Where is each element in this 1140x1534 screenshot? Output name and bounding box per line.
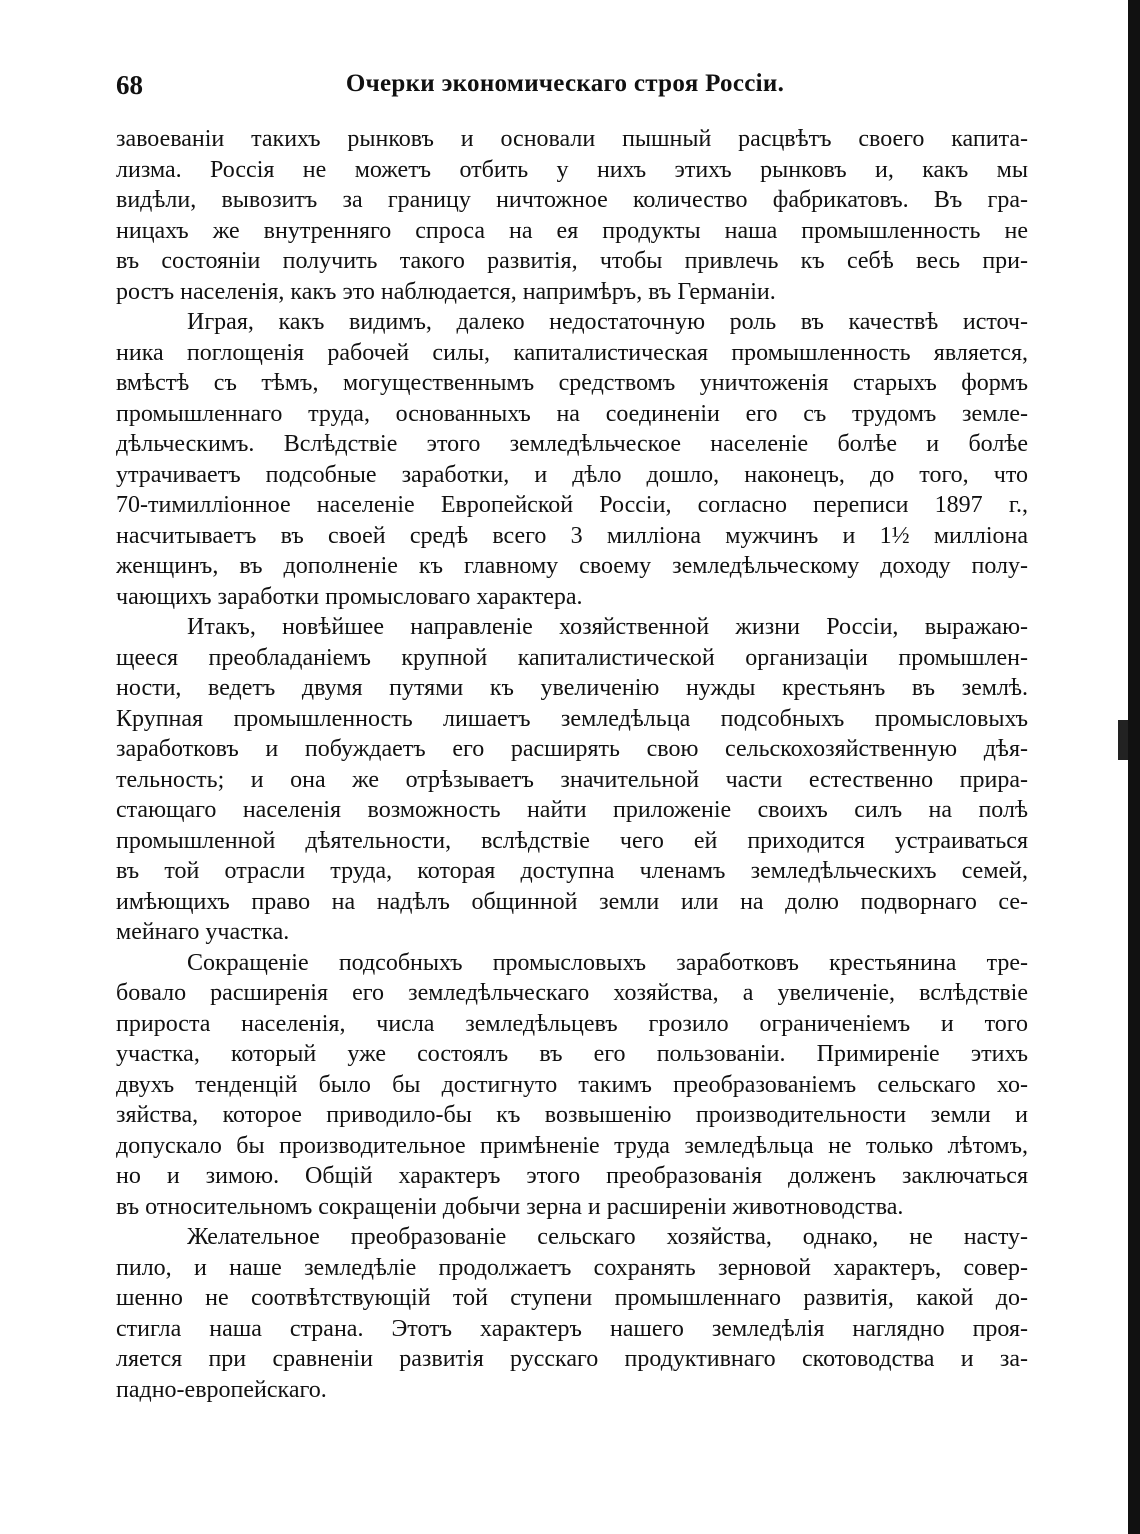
text-line: Сокращеніе подсобныхъ промысловыхъ заработковъ крестьянина тре- [187,949,1028,976]
text-line: бовало расширенія его земледѣльческаго хозяйства, а увеличеніе, вслѣдствіе [116,980,1028,1006]
scan-edge-mark [1118,720,1128,760]
text-line: чающихъ заработки промысловаго характера. [116,583,583,610]
text-line: вмѣстѣ съ тѣмъ, могущественнымъ средствомъ уничтоженія старыхъ формъ [116,370,1028,396]
text-line: заработковъ и побуждаетъ его расширять свою сельскохозяйственную дѣя- [116,736,1028,762]
text-line: видѣли, вывозитъ за границу ничтожное количество фабрикатовъ. Въ гра- [116,187,1028,213]
text-line: двухъ тенденцій было бы достигнуто такимъ преобразованіемъ сельскаго хо- [116,1071,1028,1098]
text-line: прироста населенія, числа земледѣльцевъ грозило ограниченіемъ и того [116,1010,1028,1037]
text-line: насчитываетъ въ своей средѣ всего 3 милліона мужчинъ и 1½ милліона [116,522,1028,549]
text-line: въ состояніи получить такого развитія, чтобы привлечь къ себѣ весь при- [116,248,1028,274]
text-line: шенно не соотвѣтствующій той ступени промышленнаго развитія, какой до- [116,1285,1028,1311]
text-line: утрачиваетъ подсобные заработки, и дѣло дошло, наконецъ, до того, что [116,461,1028,488]
text-line: Крупная промышленность лишаетъ земледѣльца подсобныхъ промысловыхъ [116,705,1028,732]
scan-edge [1128,0,1140,1534]
text-line: но и зимою. Общій характеръ этого преобразованія долженъ заключаться [116,1163,1028,1189]
text-line: участка, который уже состоялъ въ его пользованіи. Примиреніе этихъ [116,1041,1028,1067]
text-line: ростъ населенія, какъ это наблюдается, напримѣръ, въ Германіи. [116,278,776,305]
text-line: падно-европейскаго. [116,1376,327,1403]
text-line: ника поглощенія рабочей силы, капиталистическая промышленность является, [116,339,1028,366]
text-line: ности, ведетъ двумя путями къ увеличенію нужды крестьянъ въ землѣ. [116,675,1028,701]
paragraph [116,948,1028,1223]
text-line: щееся преобладаніемъ крупной капиталистической организаціи промышлен- [116,644,1028,671]
text-line: Итакъ, новѣйшее направленіе хозяйственной жизни Россіи, выражаю- [187,614,1028,640]
page-number: 68 [116,70,143,100]
text-line: ницахъ же внутренняго спроса на ея продукты наша промышленность не [116,217,1028,244]
text-line: стающаго населенія возможность найти приложеніе своихъ силъ на полѣ [116,797,1028,823]
text-line: Желательное преобразованіе сельскаго хозяйства, однако, не насту- [187,1224,1028,1250]
paragraph [116,1222,1028,1405]
paragraph [116,612,1028,948]
text-line: завоеваніи такихъ рынковъ и основали пышный расцвѣтъ своего капита- [116,126,1028,152]
paragraph [116,307,1028,612]
text-line: Играя, какъ видимъ, далеко недостаточную роль въ качествѣ источ- [187,309,1028,335]
text-line: мейнаго участка. [116,919,290,945]
paragraph [116,124,1028,307]
running-title: Очерки экономическаго строя Россіи. [345,70,785,97]
text-line: ляется при сравненіи развитія русскаго продуктивнаго скотоводства и за- [116,1346,1028,1372]
text-line: лизма. Россія не можетъ отбить у нихъ этихъ рынковъ и, какъ мы [116,156,1028,183]
body-text [116,124,1028,1405]
text-line: тельность; и она же отрѣзываетъ значительной части естественно прира- [116,766,1028,793]
text-line: 70-тимилліонное населеніе Европейской Россіи, согласно переписи 1897 г., [116,492,1028,518]
text-line: стигла наша страна. Этотъ характеръ нашего земледѣлія наглядно проя- [116,1315,1028,1342]
text-line: зяйства, которое приводило-бы къ возвышенію производительности земли и [116,1102,1028,1128]
text-line: женщинъ, въ дополненіе къ главному своему земледѣльческому доходу полу- [116,553,1028,579]
text-line: промышленнаго труда, основанныхъ на соединеніи его съ трудомъ земле- [116,400,1028,427]
text-line: имѣющихъ право на надѣлъ общинной земли или на долю подворнаго се- [116,888,1028,915]
text-line: пило, и наше земледѣліе продолжаетъ сохранять зерновой характеръ, совер- [116,1254,1028,1281]
text-line: дѣльческимъ. Вслѣдствіе этого земледѣльческое населеніе болѣе и болѣе [116,431,1028,457]
text-line: допускало бы производительное примѣненіе труда земледѣльца не только лѣтомъ, [116,1132,1028,1159]
text-line: въ той отрасли труда, которая доступна членамъ земледѣльческихъ семей, [116,858,1028,884]
text-line: промышленной дѣятельности, вслѣдствіе чего ей приходится устраиваться [116,827,1028,854]
text-line: въ относительномъ сокращеніи добычи зерна и расширеніи животноводства. [116,1193,904,1220]
